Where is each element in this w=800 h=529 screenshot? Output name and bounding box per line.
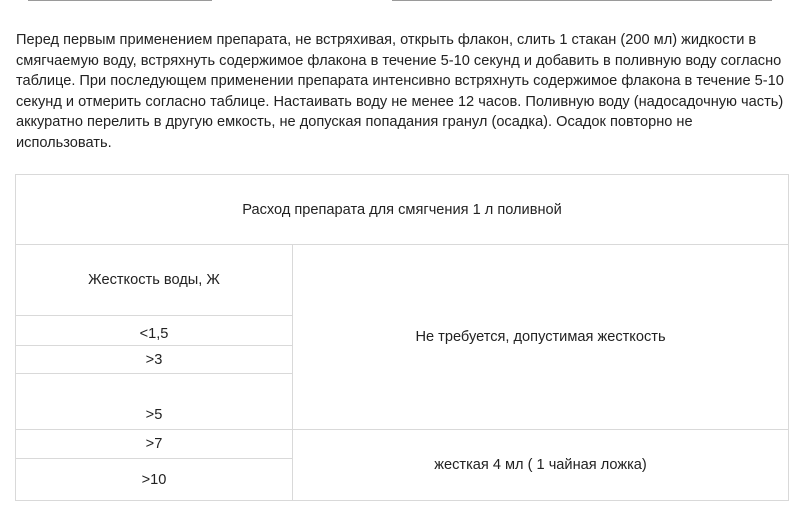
- hardness-value-cell: >3: [16, 346, 293, 374]
- dosage-hard-cell: жесткая 4 мл ( 1 чайная ложка): [293, 430, 789, 501]
- hardness-value-cell: >5: [16, 374, 293, 430]
- top-divider-left: [28, 0, 212, 1]
- dosage-not-required-cell: Не требуется, допустимая жесткость: [293, 245, 789, 430]
- hardness-header-cell: Жесткость воды, Ж: [16, 245, 293, 316]
- instructions-paragraph: Перед первым применением препарата, не встряхивая, открыть флакон, слить 1 стакан (200 мл) жидкости в смягчаемую воду, встряхнуть содержимое флакона в течение 5-10 секунд и добавить в поливную воду согласно таблице. При последующем применении препарата интенсивно встряхнуть содержимое флакона в течение 5-10 секунд и отмерить согласно таблице. Настаивать воду не менее 12 часов. Поливную воду (надосадочную часть) аккуратно перелить в другую емкость, не допуская попадания гранул (осадка). Осадок повторно не использовать.: [16, 32, 784, 151]
- table-row: [16, 245, 789, 316]
- table-caption-cell: Расход препарата для смягчения 1 л поливной: [16, 175, 789, 245]
- dosage-table: [15, 174, 789, 501]
- hardness-value-cell: <1,5: [16, 316, 293, 346]
- top-divider-right: [392, 0, 772, 1]
- table-row: [16, 175, 789, 245]
- hardness-value-cell: >7: [16, 430, 293, 459]
- hardness-value-cell: >10: [16, 459, 293, 501]
- table-row: [16, 430, 789, 459]
